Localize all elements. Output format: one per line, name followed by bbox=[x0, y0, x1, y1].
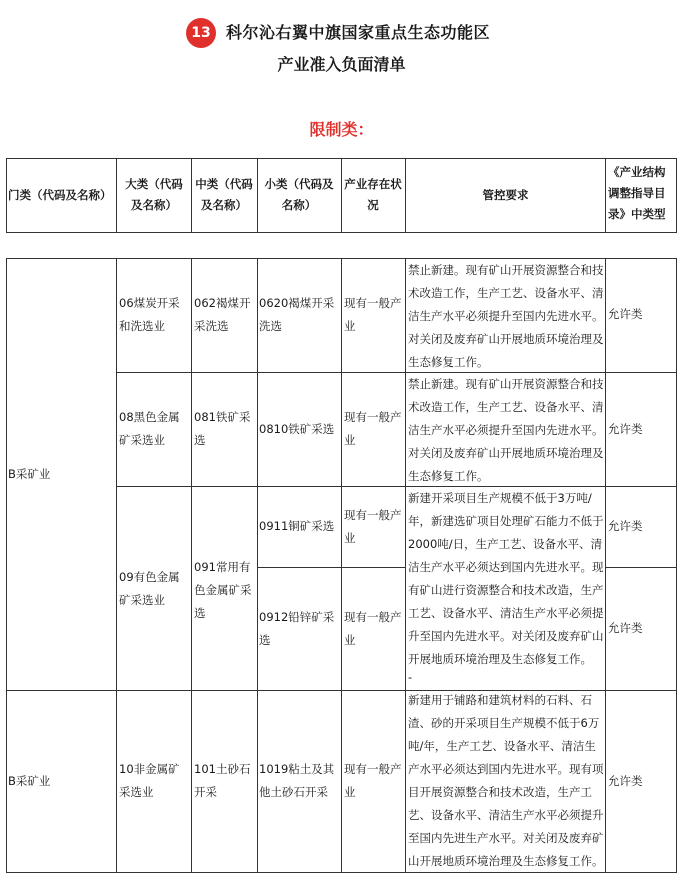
requirement-cell: - bbox=[408, 670, 413, 684]
document-header bbox=[0, 0, 683, 150]
status-cell: 现有一般产业 bbox=[344, 296, 402, 333]
status-cell: 现有一般产业 bbox=[344, 610, 402, 647]
number-badge: 13 bbox=[186, 18, 216, 48]
column-header: 小类（代码及名称） bbox=[264, 177, 334, 212]
xiaolei-cell: 1019粘土及其他土砂石开采 bbox=[259, 762, 335, 799]
type-cell: 允许类 bbox=[608, 307, 643, 321]
menlei-cell: B采矿业 bbox=[8, 467, 51, 481]
table-rule bbox=[6, 158, 7, 232]
table-rule bbox=[116, 158, 117, 232]
column-header: 《产业结构调整指导目录》中类型 bbox=[608, 165, 666, 221]
zhonglei-cell: 101土砂石开采 bbox=[194, 762, 251, 799]
dalei-cell: 06煤炭开采和洗选业 bbox=[119, 296, 180, 333]
document-subtitle: 产业准入负面清单 bbox=[277, 55, 406, 74]
document-title: 科尔沁右翼中旗国家重点生态功能区 bbox=[226, 23, 491, 42]
xiaolei-cell: 0912铅锌矿采选 bbox=[259, 610, 335, 647]
status-cell: 现有一般产业 bbox=[344, 410, 402, 447]
table-rule bbox=[605, 158, 606, 232]
table-rule bbox=[6, 232, 677, 233]
table-rule bbox=[116, 258, 117, 872]
table-rule bbox=[405, 258, 406, 872]
zhonglei-cell: 081铁矿采选 bbox=[194, 410, 251, 447]
requirement-cell: 新建开采项目生产规模不低于3万吨/年，新建选矿项目处理矿石能力不低于2000吨/日，生产工艺、设备水平、清洁生产水平必须达到国内先进水平。现有矿山进行资源整合和技术改造，生产工艺、设备水平、清洁生产水平必须提升至国内先进水平。对关闭及废弃矿山开展地质环境治理及生态修复工作。 bbox=[408, 491, 604, 666]
xiaolei-cell: 0810铁矿采选 bbox=[259, 422, 335, 436]
table-rule bbox=[341, 158, 342, 232]
column-header: 管控要求 bbox=[482, 188, 529, 202]
zhonglei-cell: 062褐煤开采洗选 bbox=[194, 296, 251, 333]
table-rule bbox=[405, 158, 406, 232]
table-rule bbox=[605, 567, 677, 568]
dalei-cell: 09有色金属矿采选业 bbox=[119, 570, 180, 607]
zhonglei-cell: 091常用有色金属矿采选 bbox=[194, 560, 252, 620]
status-cell: 现有一般产业 bbox=[344, 508, 402, 545]
type-cell: 允许类 bbox=[608, 774, 643, 788]
xiaolei-cell: 0620褐煤开采洗选 bbox=[259, 296, 335, 333]
requirement-cell: 新建用于铺路和建筑材料的石料、石渣、砂的开采项目生产规模不低于6万吨/年，生产工艺、设备水平、清洁生产水平必须达到国内先进水平。现有项目开展资源整合和技术改造，生产工艺、设备水平、清洁生产水平必须提升至国内先进生产水平。对关闭及废弃矿山开展地质环境治理及生态修复工作。 bbox=[408, 693, 604, 868]
dalei-cell: 10非金属矿采选业 bbox=[119, 762, 180, 799]
column-header: 大类（代码及名称） bbox=[125, 177, 183, 212]
table-rule bbox=[676, 258, 677, 872]
status-cell: 现有一般产业 bbox=[344, 762, 402, 799]
type-cell: 允许类 bbox=[608, 422, 643, 436]
table-rule bbox=[257, 567, 405, 568]
column-header: 产业存在状况 bbox=[344, 177, 402, 212]
requirement-cell: 禁止新建。现有矿山开展资源整合和技术改造工作，生产工艺、设备水平、清洁生产水平必须提升至国内先进水平。对关闭及废弃矿山开展地质环境治理及生态修复工作。 bbox=[408, 263, 604, 369]
menlei-cell: B采矿业 bbox=[8, 774, 51, 788]
table-rule bbox=[257, 158, 258, 232]
type-cell: 允许类 bbox=[608, 621, 643, 635]
table-rule bbox=[341, 258, 342, 872]
requirement-cell: 禁止新建。现有矿山开展资源整合和技术改造工作，生产工艺、设备水平、清洁生产水平必须提升至国内先进水平。对关闭及废弃矿山开展地质环境治理及生态修复工作。 bbox=[408, 377, 604, 483]
table-rule bbox=[257, 258, 258, 872]
dalei-cell: 08黑色金属矿采选业 bbox=[119, 410, 180, 447]
table-rule bbox=[676, 158, 677, 232]
table-rule bbox=[6, 258, 7, 872]
table-rule bbox=[605, 258, 606, 872]
column-header: 门类（代码及名称） bbox=[8, 188, 112, 202]
xiaolei-cell: 0911铜矿采选 bbox=[259, 519, 335, 533]
column-header: 中类（代码及名称） bbox=[195, 177, 253, 212]
table-rule bbox=[191, 258, 192, 872]
type-cell: 允许类 bbox=[608, 519, 643, 533]
table-rule bbox=[191, 158, 192, 232]
section-label: 限制类： bbox=[309, 120, 374, 139]
